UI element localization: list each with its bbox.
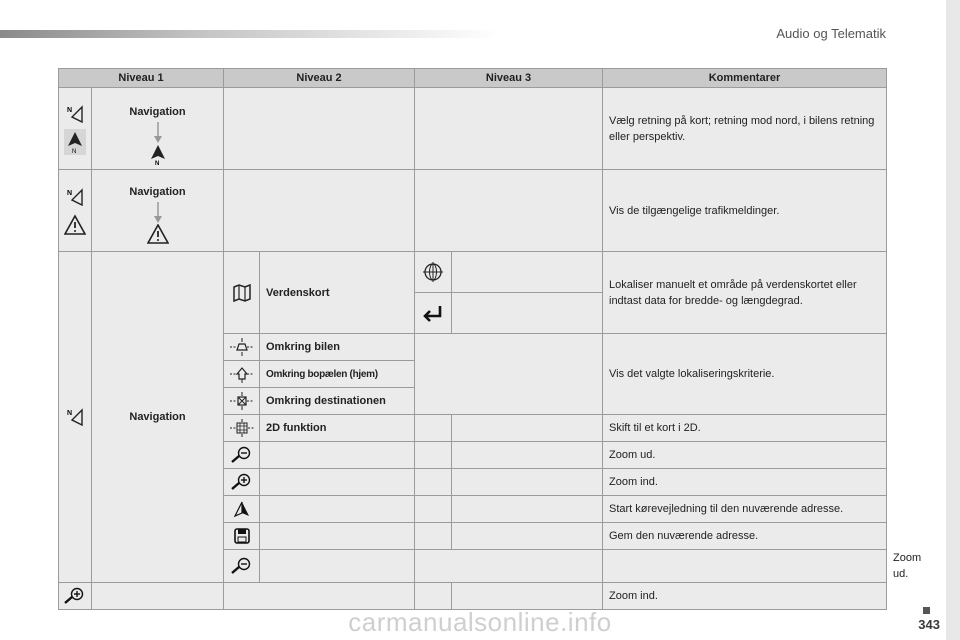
icon-cell	[59, 252, 92, 583]
level2-label: Omkring bopælen (hjem)	[260, 361, 415, 388]
map-orientation-icon	[64, 103, 86, 125]
empty-cell	[260, 469, 415, 496]
empty-cell	[415, 469, 452, 496]
empty-cell	[260, 496, 415, 523]
empty-cell	[452, 415, 603, 442]
empty-cell	[415, 583, 452, 610]
page-header-title: Audio og Telematik	[776, 26, 886, 41]
empty-cell	[452, 583, 603, 610]
empty-cell	[452, 293, 603, 334]
level2-label: 2D funktion	[260, 415, 415, 442]
table-header-row	[59, 69, 887, 88]
comment-cell: Zoom ind.	[603, 469, 887, 496]
comment-cell: Skift til et kort i 2D.	[603, 415, 887, 442]
svg-text:N: N	[67, 189, 73, 197]
zoom-out-icon	[230, 446, 254, 464]
svg-text:N: N	[67, 410, 73, 417]
icon-cell	[224, 252, 260, 334]
icon-cell	[224, 523, 260, 550]
icon-cell	[415, 293, 452, 334]
level2-label: Verdenskort	[260, 252, 415, 334]
world-map-icon	[232, 283, 252, 303]
comment-cell: Lokaliser manuelt et område på verdenskortet eller indtast data for bredde- og længdegrad.	[603, 252, 887, 334]
watermark-text: carmanualsonline.info	[348, 607, 612, 637]
icon-cell	[224, 361, 260, 388]
empty-cell	[224, 88, 415, 170]
svg-text:N: N	[154, 161, 159, 166]
icon-cell	[59, 88, 92, 170]
level2-label: Omkring destinationen	[260, 388, 415, 415]
empty-cell	[452, 442, 603, 469]
comment-cell: Zoom ind.	[603, 583, 887, 610]
empty-cell	[415, 415, 452, 442]
arrow-down-icon	[153, 122, 163, 144]
table-row: Zoom ud.	[59, 550, 887, 583]
comment-cell: Vis de tilgængelige trafikmeldinger.	[603, 170, 887, 252]
empty-cell	[92, 583, 224, 610]
north-arrow-icon	[64, 129, 86, 155]
column-header: Niveau 3	[415, 69, 603, 88]
warning-triangle-icon	[64, 214, 86, 236]
svg-text:N: N	[67, 106, 73, 114]
level1-cell: Navigation	[92, 252, 224, 583]
empty-cell	[452, 252, 603, 293]
comment-cell: Start kørevejledning til den nuværende adresse.	[603, 496, 887, 523]
level2-label: Omkring bilen	[260, 334, 415, 361]
north-arrow-icon	[150, 144, 166, 166]
empty-cell	[415, 496, 452, 523]
menu-table	[58, 68, 922, 610]
icon-cell	[59, 583, 92, 610]
icon-cell	[224, 469, 260, 496]
icon-cell	[224, 550, 260, 583]
around-home-icon	[229, 364, 255, 384]
table-row	[59, 170, 887, 252]
empty-cell	[260, 442, 415, 469]
map-2d-icon	[229, 418, 255, 438]
enter-return-icon	[422, 303, 444, 323]
icon-cell	[59, 170, 92, 252]
arrow-down-icon	[153, 202, 163, 224]
level1-cell	[92, 88, 224, 170]
save-icon	[233, 527, 251, 545]
map-orientation-icon	[64, 186, 86, 208]
icon-cell	[224, 496, 260, 523]
warning-triangle-icon	[147, 224, 169, 244]
zoom-in-icon	[230, 473, 254, 491]
column-header: Niveau 2	[224, 69, 415, 88]
page-number: 343	[918, 617, 940, 632]
empty-cell	[452, 496, 603, 523]
icon-cell	[224, 334, 260, 361]
level1-cell	[92, 170, 224, 252]
icon-cell	[415, 252, 452, 293]
empty-cell	[415, 170, 603, 252]
header-gradient-bar	[0, 30, 500, 38]
icon-cell	[224, 442, 260, 469]
empty-cell	[452, 523, 603, 550]
map-orientation-icon	[64, 406, 86, 428]
zoom-in-icon	[63, 587, 87, 605]
comment-cell: Vis det valgte lokaliseringskriterie.	[603, 334, 887, 415]
icon-cell	[224, 388, 260, 415]
icon-cell	[224, 415, 260, 442]
svg-text:N: N	[72, 148, 77, 155]
navigation-arrow-icon	[233, 500, 251, 518]
empty-cell	[415, 550, 603, 583]
empty-cell	[415, 334, 603, 415]
comment-cell: Zoom ud.	[603, 442, 887, 469]
comment-cell: Vælg retning på kort; retning mod nord, i bilens retning eller perspektiv.	[603, 88, 887, 170]
empty-cell	[452, 469, 603, 496]
empty-cell	[415, 523, 452, 550]
empty-cell	[224, 583, 415, 610]
around-destination-icon	[229, 391, 255, 411]
navigation-label: Navigation	[129, 106, 186, 118]
zoom-out-icon	[230, 557, 254, 575]
page-edge-strip	[946, 0, 960, 640]
empty-cell	[415, 88, 603, 170]
empty-cell	[603, 550, 887, 583]
navigation-label: Navigation	[129, 186, 186, 198]
globe-icon	[422, 261, 444, 283]
table-row	[59, 583, 887, 610]
column-header: Kommentarer	[603, 69, 887, 88]
empty-cell	[224, 170, 415, 252]
table-row	[59, 88, 887, 170]
column-header: Niveau 1	[59, 69, 224, 88]
comment-cell: Gem den nuværende adresse.	[603, 523, 887, 550]
empty-cell	[260, 550, 415, 583]
empty-cell	[260, 523, 415, 550]
around-car-icon	[229, 337, 255, 357]
table-row	[59, 252, 887, 293]
empty-cell	[415, 442, 452, 469]
